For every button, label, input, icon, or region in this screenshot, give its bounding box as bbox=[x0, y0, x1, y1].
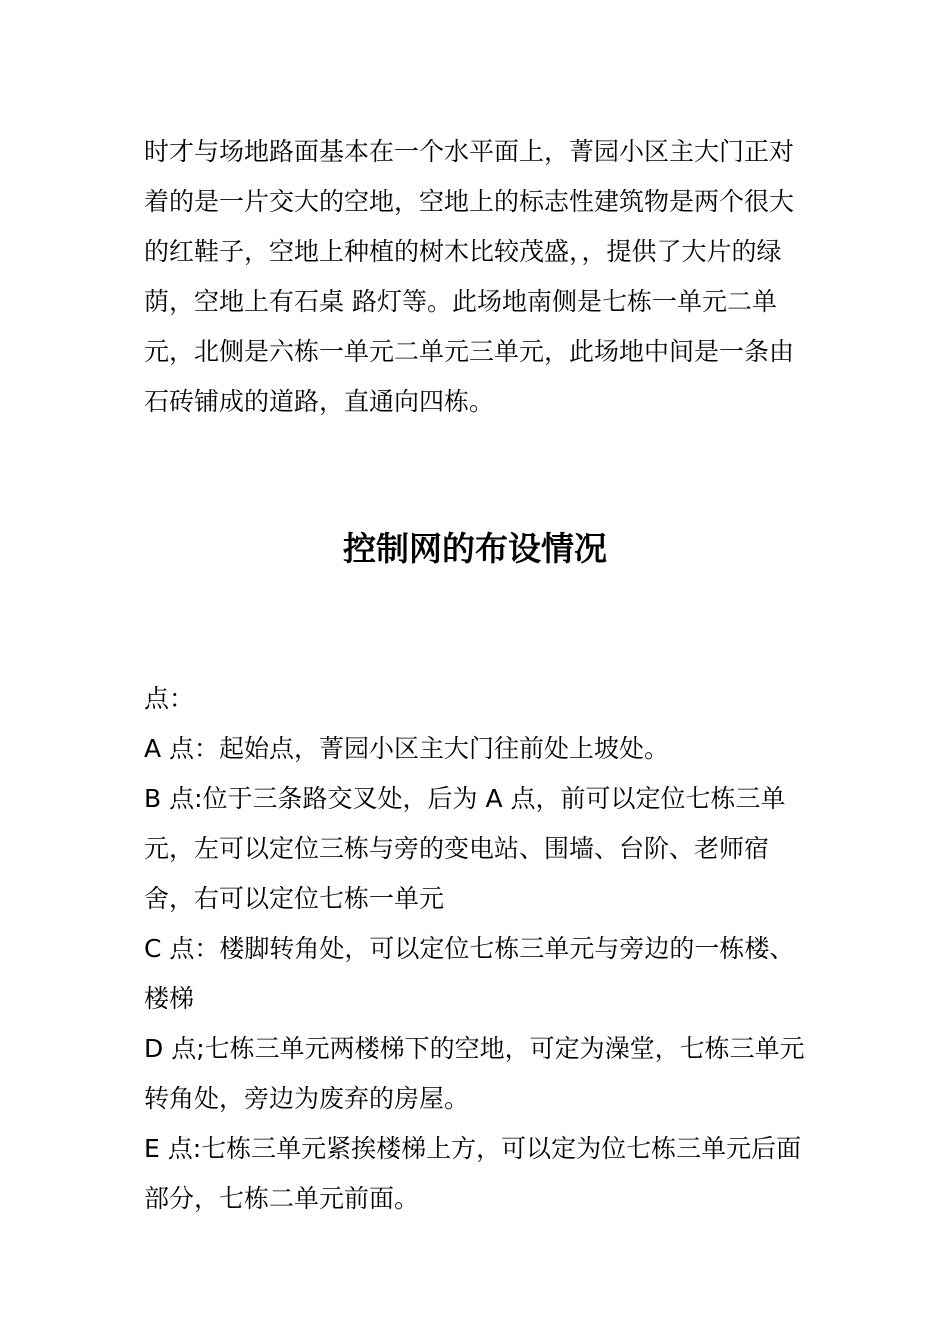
control-points-list bbox=[144, 674, 808, 1224]
point-b-item: B 点:位于三条路交叉处，后为 A 点，前可以定位七栋三单元，左可以定位三栋与旁的变电站、围墙、台阶、老师宿舍，右可以定位七栋一单元 bbox=[144, 784, 786, 913]
point-a-item: A 点：起始点，菁园小区主大门往前处上坡处。 bbox=[144, 734, 670, 763]
point-d-item: D 点;七栋三单元两楼梯下的空地，可定为澡堂，七栋三单元转角处，旁边为废弃的房屋。 bbox=[144, 1034, 805, 1113]
intro-paragraph: 时才与场地路面基本在一个水平面上，菁园小区主大门正对着的是一片交大的空地，空地上的标志性建筑物是两个很大的红鞋子，空地上种植的树木比较茂盛，，提供了大片的绿荫，空地上有石桌 路灯等。此场地南侧是七栋一单元二单元，北侧是六栋一单元二单元三单元，此场地中间是一条由石砖铺成的道路，直通向四栋。 bbox=[144, 137, 795, 416]
point-c-item: C 点：楼脚转角处，可以定位七栋三单元与旁边的一栋楼、楼梯 bbox=[144, 934, 795, 1013]
section-heading: 控制网的布设情况 bbox=[343, 529, 607, 568]
points-label: 点： bbox=[144, 684, 195, 713]
point-e-item: E 点:七栋三单元紧挨楼梯上方，可以定为位七栋三单元后面部分，七栋二单元前面。 bbox=[144, 1134, 802, 1213]
